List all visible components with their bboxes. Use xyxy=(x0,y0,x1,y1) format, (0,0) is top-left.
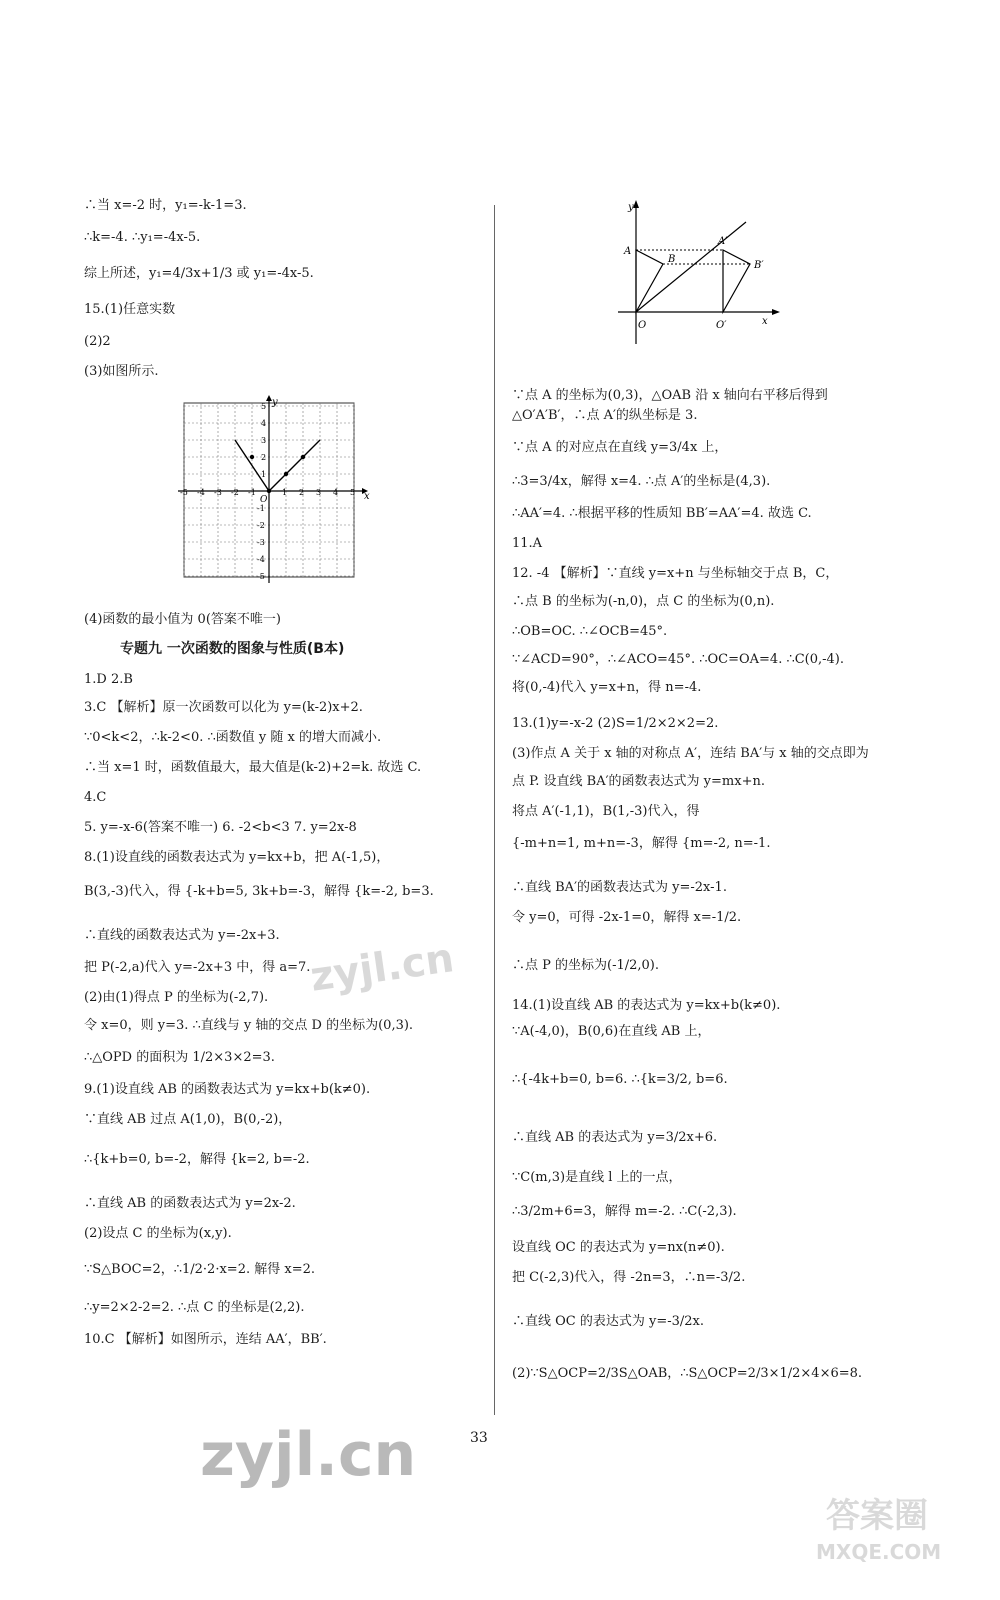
point-a-prime-label: A′ xyxy=(718,236,728,247)
text-line: 把 P(-2,a)代入 y=-2x+3 中，得 a=7. xyxy=(84,960,311,975)
text-line: {-m+n=1, m+n=-3，解得 {m=-2, n=-1. xyxy=(512,836,771,851)
text-line: 12. -4 【解析】∵直线 y=x+n 与坐标轴交于点 B，C， xyxy=(512,566,839,581)
origin-label: O xyxy=(638,320,647,331)
text-line: 11.A xyxy=(512,536,543,551)
text-line: ∵∠ACD=90°，∴∠ACO=45°. ∴OC=OA=4. ∴C(0,-4). xyxy=(512,652,845,667)
watermark-text: zyjl.cn xyxy=(200,1420,417,1490)
text-line: ∴点 B 的坐标为(-n,0)，点 C 的坐标为(0,n). xyxy=(512,594,775,609)
translation-diagram xyxy=(616,198,786,348)
text-line: 14.(1)设直线 AB 的表达式为 y=kx+b(k≠0). xyxy=(512,998,781,1013)
text-line: 将(0,-4)代入 y=x+n，得 n=-4. xyxy=(512,680,702,695)
text-line: ∴{k+b=0, b=-2，解得 {k=2, b=-2. xyxy=(84,1152,310,1167)
text-line: ∴当 x=-2 时，y₁=-k-1=3. xyxy=(84,198,247,213)
y-tick-label: -4 xyxy=(257,555,265,564)
text-line: ∴△OPD 的面积为 1/2×3×2=3. xyxy=(84,1050,275,1065)
x-tick-label: -5 xyxy=(180,488,188,497)
text-line: (3)如图所示. xyxy=(84,364,159,379)
text-line: ∴AA′=4. ∴根据平移的性质知 BB′=AA′=4. 故选 C. xyxy=(512,506,812,521)
text-line: (2)设点 C 的坐标为(x,y). xyxy=(84,1226,232,1241)
text-line: 把 C(-2,3)代入，得 -2n=3，∴n=-3/2. xyxy=(512,1270,746,1285)
x-tick-label: 1 xyxy=(282,488,288,497)
text-line: 9.(1)设直线 AB 的函数表达式为 y=kx+b(k≠0). xyxy=(84,1082,371,1097)
text-line: ∴当 x=1 时，函数值最大，最大值是(k-2)+2=k. 故选 C. xyxy=(84,760,422,775)
text-line: 令 x=0，则 y=3. ∴直线与 y 轴的交点 D 的坐标为(0,3). xyxy=(84,1018,414,1033)
y-tick-label: 1 xyxy=(261,470,267,479)
y-tick-label: -2 xyxy=(257,521,265,530)
text-line: ∴3=3/4x，解得 x=4. ∴点 A′的坐标是(4,3). xyxy=(512,474,771,489)
text-line: 4.C xyxy=(84,790,107,805)
x-tick-label: 5 xyxy=(350,488,356,497)
text-line: 5. y=-x-6(答案不唯一) 6. -2<b<3 7. y=2x-8 xyxy=(84,820,357,835)
x-tick-label: -2 xyxy=(231,488,239,497)
text-line: 点 P. 设直线 BA′的函数表达式为 y=mx+n. xyxy=(512,774,765,789)
text-line: ∵点 A 的坐标为(0,3)，△OAB 沿 x 轴向右平移后得到 xyxy=(512,388,828,403)
y-axis-label: y xyxy=(272,397,278,408)
point-b-label: B xyxy=(668,254,676,265)
text-line: 13.(1)y=-x-2 (2)S=1/2×2×2=2. xyxy=(512,716,719,731)
text-line: (2)∵S△OCP=2/3S△OAB，∴S△OCP=2/3×1/2×4×6=8. xyxy=(512,1366,863,1381)
y-tick-label: 4 xyxy=(261,419,267,428)
text-line: ∴{-4k+b=0, b=6. ∴{k=3/2, b=6. xyxy=(512,1072,728,1087)
text-line: (2)由(1)得点 P 的坐标为(-2,7). xyxy=(84,990,269,1005)
x-tick-label: -4 xyxy=(197,488,205,497)
text-line: ∴OB=OC. ∴∠OCB=45°. xyxy=(512,624,668,639)
text-line: ∵直线 AB 过点 A(1,0)，B(0,-2)， xyxy=(84,1112,292,1127)
y-tick-label: 2 xyxy=(261,453,267,462)
text-line: 将点 A′(-1,1)，B(1,-3)代入，得 xyxy=(512,804,700,819)
origin-label: O xyxy=(260,495,268,505)
y-tick-label: -1 xyxy=(257,504,265,513)
watermark-text: 答案圈 xyxy=(826,1496,928,1536)
point-b-prime-label: B′ xyxy=(754,260,764,271)
text-line: ∴直线的函数表达式为 y=-2x+3. xyxy=(84,928,280,943)
x-tick-label: 4 xyxy=(333,488,339,497)
x-axis-label: x xyxy=(762,316,768,327)
point-o-prime-label: O′ xyxy=(716,320,727,331)
text-line: 10.C 【解析】如图所示，连结 AA′，BB′. xyxy=(84,1332,327,1347)
text-line: ∵点 A 的对应点在直线 y=3/4x 上， xyxy=(512,440,728,455)
section-title: 专题九 一次函数的图象与性质(B本) xyxy=(120,641,345,657)
text-line: 3.C 【解析】原一次函数可以化为 y=(k-2)x+2. xyxy=(84,700,363,715)
point-a-label: A xyxy=(624,246,632,257)
text-line: ∴直线 OC 的表达式为 y=-3/2x. xyxy=(512,1314,705,1329)
x-tick-label: -1 xyxy=(248,488,256,497)
text-line: ∴k=-4. ∴y₁=-4x-5. xyxy=(84,230,201,245)
column-divider xyxy=(494,205,495,1415)
text-line: ∴直线 AB 的函数表达式为 y=2x-2. xyxy=(84,1196,296,1211)
y-tick-label: -3 xyxy=(257,538,265,547)
watermark-text: zyjl.cn xyxy=(307,935,457,1001)
text-line: ∴y=2×2-2=2. ∴点 C 的坐标是(2,2). xyxy=(84,1300,305,1315)
function-graph xyxy=(176,395,376,595)
text-line: ∴直线 AB 的表达式为 y=3/2x+6. xyxy=(512,1130,718,1145)
y-axis-label: y xyxy=(628,202,634,213)
text-line: ∵C(m,3)是直线 l 上的一点， xyxy=(512,1170,682,1185)
text-line: (3)作点 A 关于 x 轴的对称点 A′，连结 BA′与 x 轴的交点即为 xyxy=(512,746,869,761)
text-line: ∵A(-4,0)，B(0,6)在直线 AB 上， xyxy=(512,1024,711,1039)
text-line: (4)函数的最小值为 0(答案不唯一) xyxy=(84,612,281,627)
x-tick-label: 2 xyxy=(299,488,305,497)
text-line: 1.D 2.B xyxy=(84,672,133,687)
x-axis-label: x xyxy=(364,491,370,502)
text-line: ∵S△BOC=2，∴1/2·2·x=2. 解得 x=2. xyxy=(84,1262,315,1277)
x-tick-label: 3 xyxy=(316,488,322,497)
text-line: 综上所述，y₁=4/3x+1/3 或 y₁=-4x-5. xyxy=(84,266,314,281)
page-number: 33 xyxy=(470,1430,488,1446)
x-tick-label: -3 xyxy=(214,488,222,497)
text-line: △O′A′B′，∴点 A′的纵坐标是 3. xyxy=(512,408,698,423)
text-line: 8.(1)设直线的函数表达式为 y=kx+b，把 A(-1,5)， xyxy=(84,850,390,865)
y-tick-label: 5 xyxy=(261,402,267,411)
text-line: (2)2 xyxy=(84,334,111,349)
text-line: B(3,-3)代入，得 {-k+b=5, 3k+b=-3，解得 {k=-2, b=3. xyxy=(84,884,434,899)
text-line: ∴3/2m+6=3，解得 m=-2. ∴C(-2,3). xyxy=(512,1204,737,1219)
y-tick-label: -5 xyxy=(257,572,265,581)
text-line: ∴直线 BA′的函数表达式为 y=-2x-1. xyxy=(512,880,727,895)
text-line: 设直线 OC 的表达式为 y=nx(n≠0). xyxy=(512,1240,725,1255)
text-line: 15.(1)任意实数 xyxy=(84,302,176,317)
text-line: 令 y=0，可得 -2x-1=0，解得 x=-1/2. xyxy=(512,910,742,925)
y-tick-label: 3 xyxy=(261,436,267,445)
watermark-text: MXQE.COM xyxy=(816,1540,942,1564)
text-line: ∵0<k<2，∴k-2<0. ∴函数值 y 随 x 的增大而减小. xyxy=(84,730,382,745)
text-line: ∴点 P 的坐标为(-1/2,0). xyxy=(512,958,660,973)
